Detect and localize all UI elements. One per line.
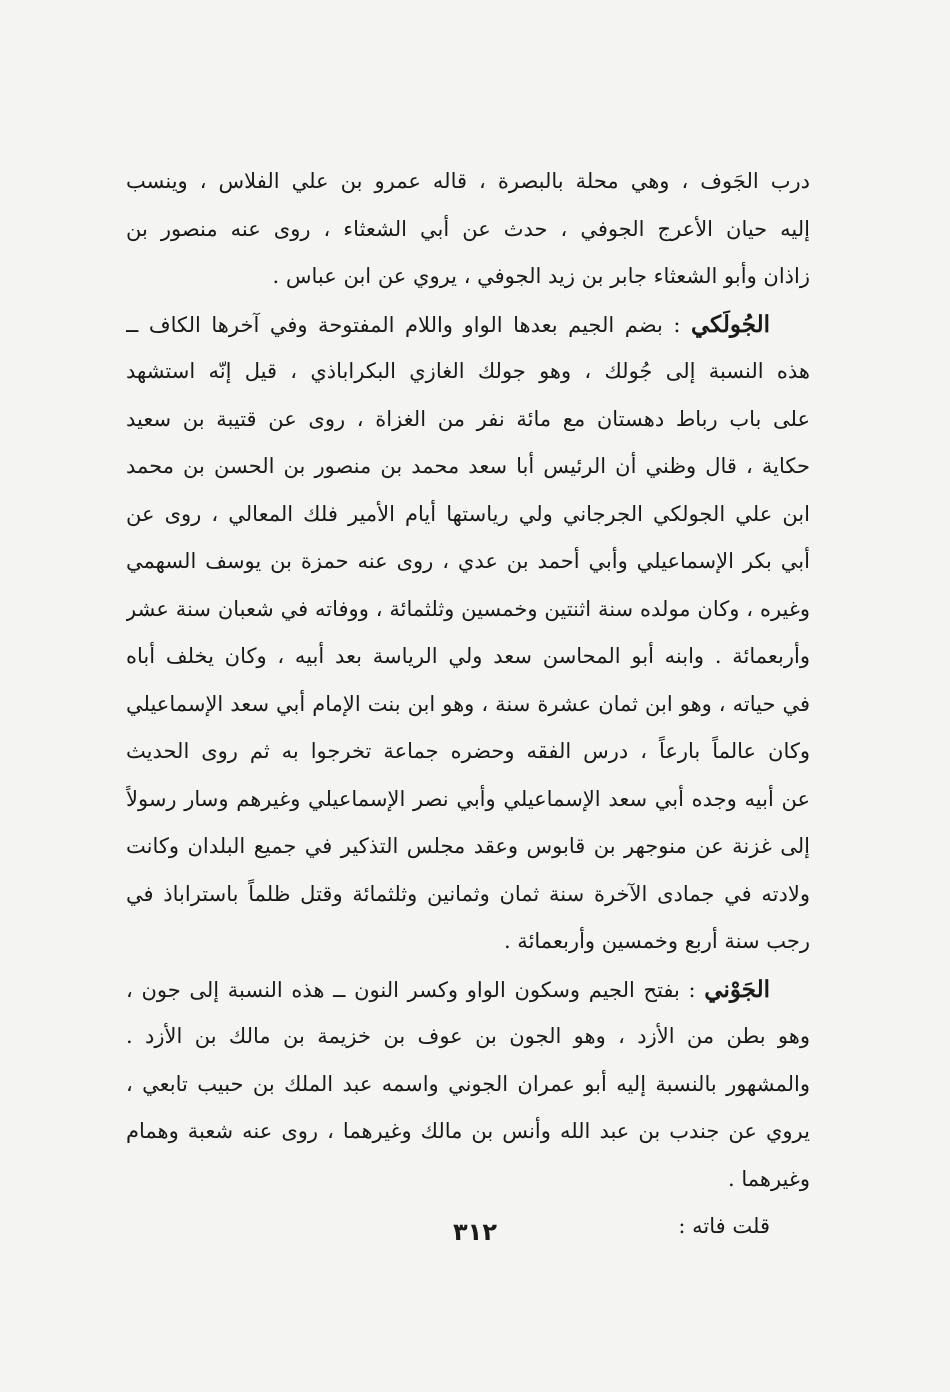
text-line: ابن علي الجولكي الجرجاني ولي رياستها أيام الأمير فلك المعالي ، روى عن [126,501,810,526]
entry-line [126,966,810,1014]
text-line: وغيره ، وكان مولده سنة اثنتين وخمسين وثلثمائة ، ووفاته في شعبان سنة عشر [126,596,810,621]
text-line: زاذان وأبو الشعثاء جابر بن زيد الجوفي ، يروي عن ابن عباس . [272,264,810,288]
text-line: على باب رباط دهستان مع مائة نفر من الغزاة ، روى عن قتيبة بن سعيد [126,406,810,431]
main-text [126,158,810,1251]
entry-headword: الجُولَكي [690,310,770,338]
text-line: إليه حيان الأعرج الجوفي ، حدث عن أبي الشعثاء ، روى عنه منصور بن [126,216,810,241]
entry-line [126,301,810,349]
text-line: وكان عالماً بارعاً ، درس الفقه وحضره جماعة تخرجوا به ثم روى الحديث [126,739,810,763]
entry-text: : بضم الجيم بعدها الواو واللام المفتوحة وفي آخرها الكاف ــ [126,312,691,337]
text-line: وهو بطن من الأزد ، وهو الجون بن عوف بن خزيمة بن مالك بن الأزد . [126,1024,810,1048]
text-line: إلى غزنة عن منوجهر بن قابوس وعقد مجلس التذكير في جميع البلدان وكانت [126,834,810,858]
entry-text: : بفتح الجيم وسكون الواو وكسر النون ــ هذه النسبة إلى جون ، [126,977,705,1002]
text-line: هذه النسبة إلى جُولك ، وهو جولك الغازي البكراباذي ، قيل إنّه استشهد [126,359,810,383]
text-line: والمشهور بالنسبة إليه أبو عمران الجوني واسمه عبد الملك بن حبيب تابعي ، [126,1071,810,1096]
text-line: وغيرهما . [727,1166,810,1191]
text-line: ولادته في جمادى الآخرة سنة ثمان وثمانين وثلثمائة وقتل ظلماً باستراباذ في [126,881,810,906]
text-line: قلت فاته : [678,1214,770,1238]
text-line: يروي عن جندب بن عبد الله وأنس بن مالك وغيرهما ، روى عنه شعبة وهمام [126,1119,810,1143]
text-line: أبي بكر الإسماعيلي وأبي أحمد بن عدي ، روى عنه حمزة بن يوسف السهمي [126,549,810,573]
text-line: وأربعمائة . وابنه أبو المحاسن سعد ولي الرياسة بعد أبيه ، وكان يخلف أباه [126,644,810,668]
text-line: حكاية ، قال وظني أن الرئيس أبا سعد محمد بن منصور بن الحسن بن محمد [126,454,810,478]
text-line: رجب سنة أربع وخمسين وأربعمائة . [503,929,810,953]
text-line: عن أبيه وجده أبي سعد الإسماعيلي وأبي نصر الإسماعيلي وغيرهم وسار رسولاً [126,786,810,811]
text-line: درب الجَوف ، وهي محلة بالبصرة ، قاله عمرو بن علي الفلاس ، وينسب [126,169,810,193]
text-line: في حياته ، وهو ابن ثمان عشرة سنة ، وهو ابن بنت الإمام أبي سعد الإسماعيلي [126,691,810,716]
entry-headword: الجَوْني [704,975,770,1003]
page-number: ٣١٢ [453,1218,497,1246]
